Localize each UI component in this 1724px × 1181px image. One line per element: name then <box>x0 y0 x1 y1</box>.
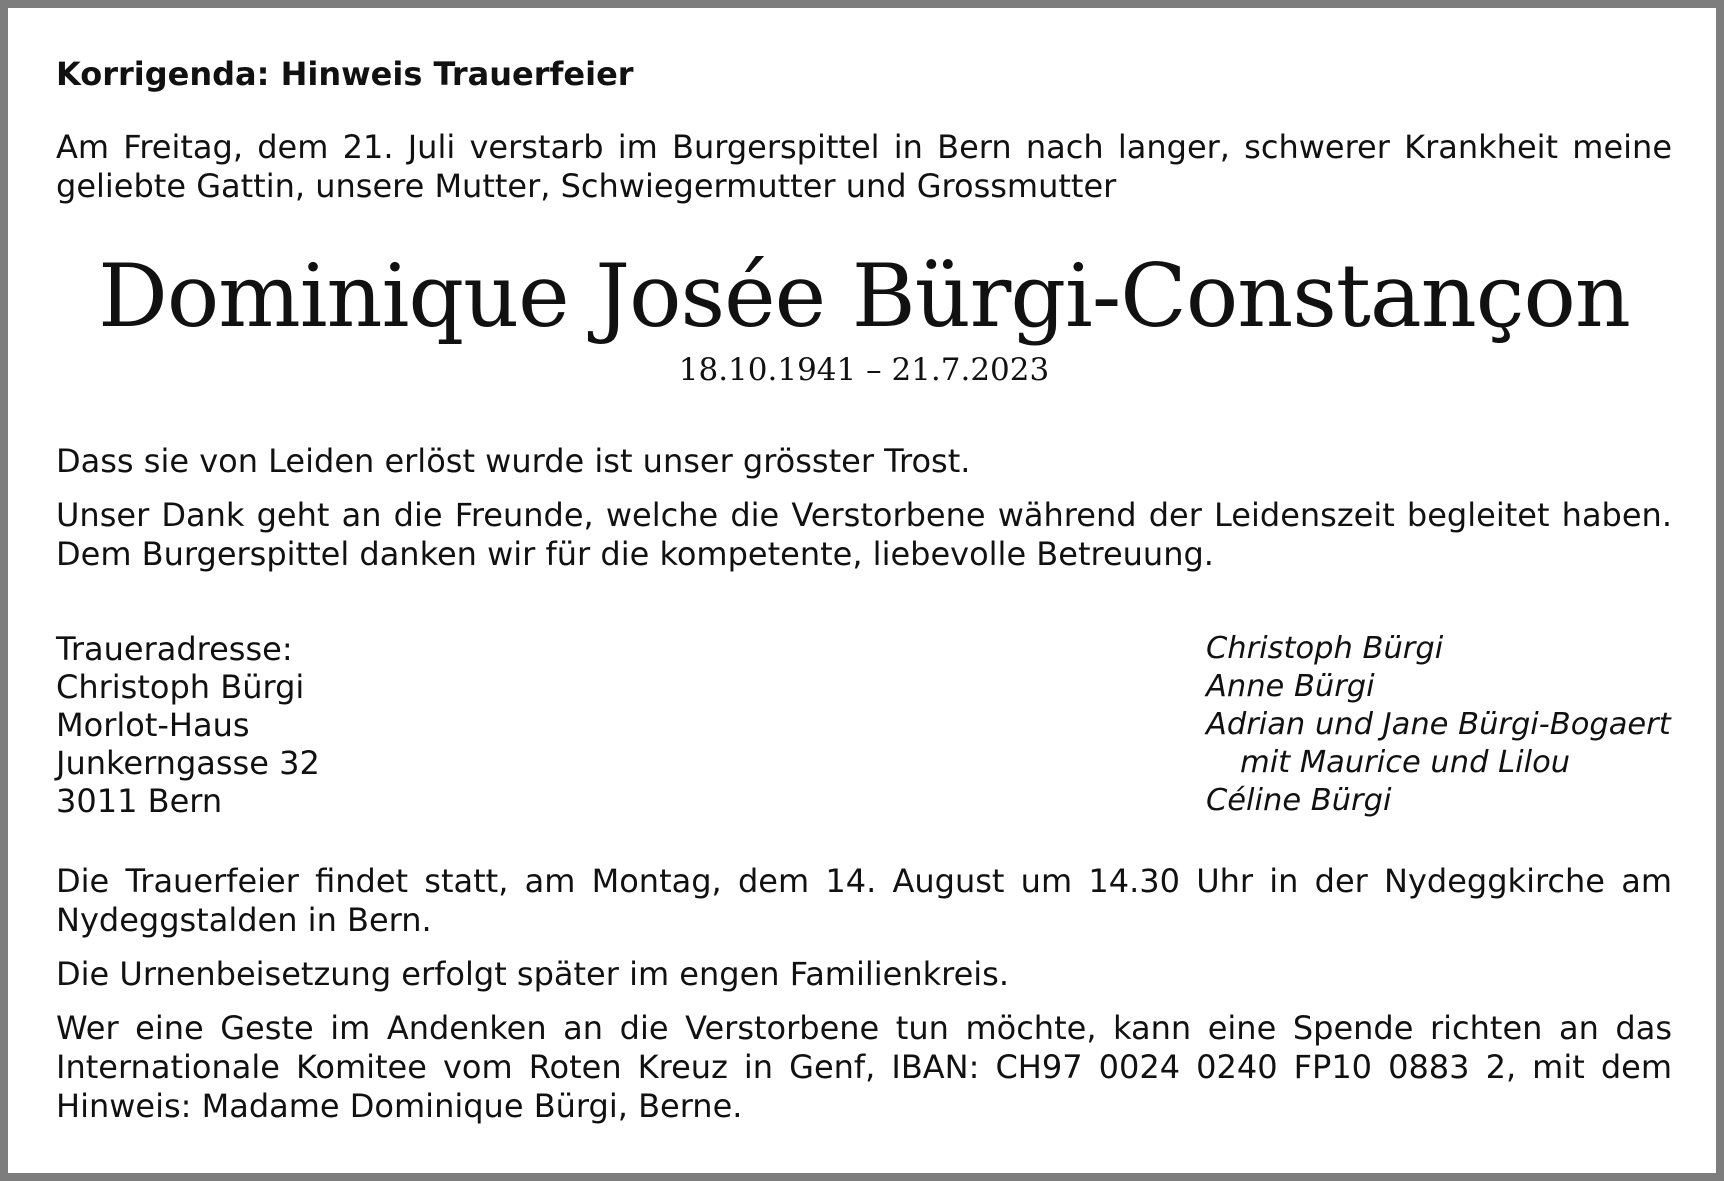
trauerfeier-paragraph: Die Trauerfeier findet statt, am Montag, dem 14. August um 14.30 Uhr in der Nydeggkirche am Nydeggstalden in Bern. <box>56 862 1672 939</box>
trost-paragraph: Dass sie von Leiden erlöst wurde ist unser grösster Trost. <box>56 442 971 480</box>
address-city: 3011 Bern <box>56 782 223 820</box>
family-member-children: mit Maurice und Lilou <box>1240 745 1571 780</box>
family-member: Adrian und Jane Bürgi-Bogaert <box>1206 707 1671 742</box>
notice-heading: Korrigenda: Hinweis Trauerfeier <box>56 55 634 93</box>
family-member: Anne Bürgi <box>1206 669 1375 704</box>
notice-content <box>56 54 1672 1126</box>
mourning-address <box>56 630 320 820</box>
family-list <box>1206 630 1672 820</box>
family-member: Christoph Bürgi <box>1206 631 1444 666</box>
intro-paragraph: Am Freitag, dem 21. Juli verstarb im Burgerspittel in Bern nach langer, schwerer Krankheit meine geliebte Gattin, unsere Mutter, Schwiegermutter und Grossmutter <box>56 128 1672 205</box>
address-name: Christoph Bürgi <box>56 668 305 706</box>
dank-paragraph: Unser Dank geht an die Freunde, welche die Verstorbene während der Leidenszeit begleitet haben. Dem Burgerspittel danken wir für die kompetente, liebevolle Betreuung. <box>56 496 1672 573</box>
address-building: Morlot-Haus <box>56 706 250 744</box>
obituary-notice <box>8 8 1716 1173</box>
spende-paragraph: Wer eine Geste im Andenken an die Verstorbene tun möchte, kann eine Spende richten an das Internationale Komitee vom Roten Kreuz in Genf, IBAN: CH97 0024 0240 FP10 0883 2, mit dem Hinweis: Madame Dominique Bürgi, Berne. <box>56 1009 1672 1125</box>
family-member: Céline Bürgi <box>1206 783 1392 818</box>
address-street: Junkerngasse 32 <box>56 744 320 782</box>
deceased-name: Dominique Josée Bürgi-Constançon <box>98 245 1630 347</box>
urnenbeisetzung-paragraph: Die Urnenbeisetzung erfolgt später im engen Familienkreis. <box>56 955 1010 993</box>
life-dates: 18.10.1941 – 21.7.2023 <box>678 352 1050 388</box>
address-and-family <box>56 630 1672 820</box>
address-label: Traueradresse: <box>56 630 293 668</box>
